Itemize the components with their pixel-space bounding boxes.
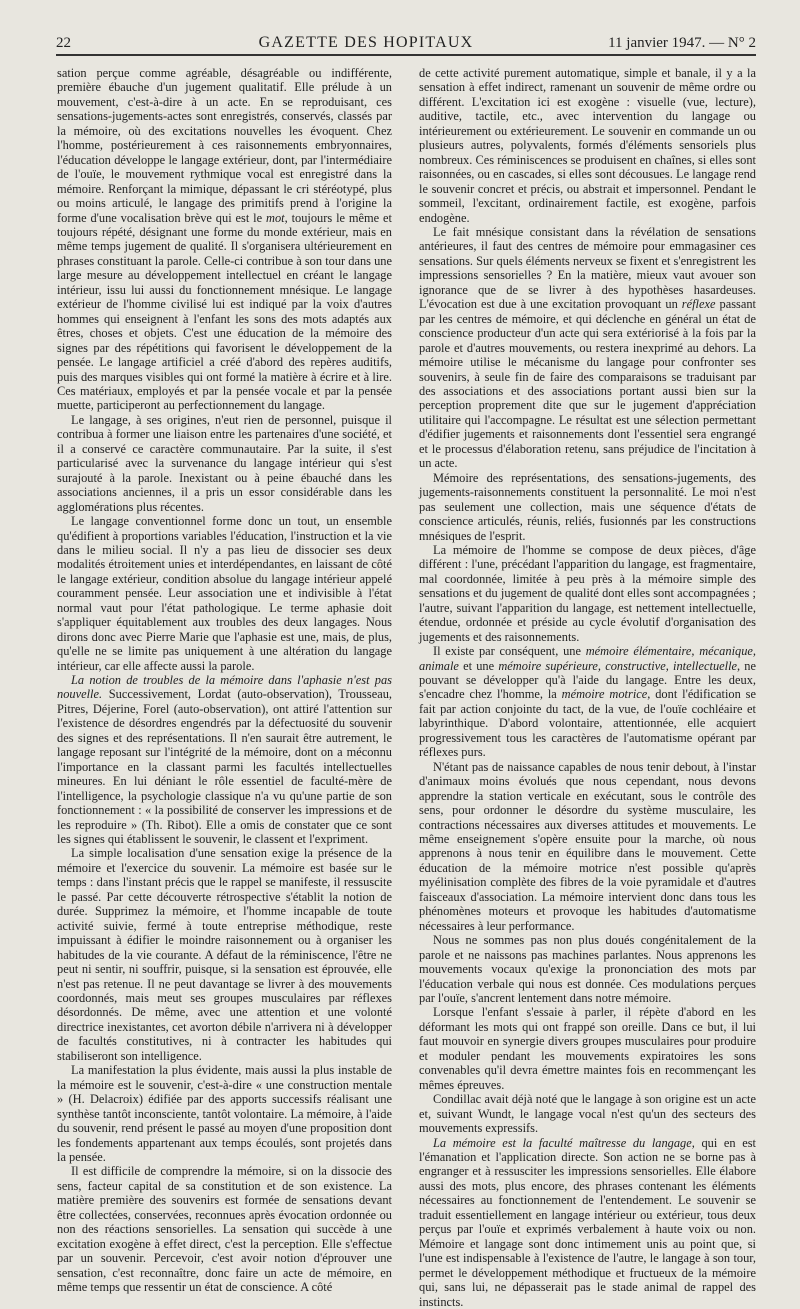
page-number: 22 — [56, 35, 71, 51]
journal-title: GAZETTE DES HOPITAUX — [258, 34, 474, 51]
paragraph: La simple localisation d'une sensation exige la présence de la mémoire et l'exercice du souvenir. La mémoire est basée sur le temps : dans l'instant précis que le rappel se manifeste, il ressuscite le passé. Par cette découverte rétrospective s'établit la notion de durée. Supprimez la mémoire, et l'homme incapable de toute activité suivie, fermé à toute entreprise méthodique, reste impuissant à édifier le moindre raisonnement ou à organiser les habitudes de la vie courante. A défaut de la réminiscence, l'être ne peut ni sentir, ni souffrir, puisque, si la sensation est éprouvée, elle n'est pas retenue. Il ne peut davantage se livrer à des mouvements coordonnés, mais meut ses groupes musculaires par réflexes désordonnés. De même, avec une attention et une volonté directrice inexistantes, cet avorton débile n'arrivera ni à développer de facultés constitutives, ni à contracter les habitudes qui stabiliseront son intelligence. — [57, 846, 392, 1063]
paragraph: Il existe par conséquent, une mémoire élémentaire, mécanique, animale et une mémoire supérieure, constructive, intellectuelle, ne pouvant se développer qu'à l'aide du langage. Entre les deux, s'encadre chez l'homme, la mémoire motrice, dont l'édification se fait par action conjointe du tact, de la vue, de l'ouïe cochléaire et labyrinthique. D'abord volontaire, attentionnée, elle acquiert progressivement tous les caractères de l'automatisme opérant par réflexes purs. — [419, 644, 757, 760]
paragraph: sation perçue comme agréable, désagréable ou indifférente, première ébauche d'un jugement qualitatif. Elle prélude à un mouvement, c'est-à-dire à un acte. En se reproduisant, ces sensations-jugements-actes sont enregistrés, conservés, classés par la mémoire, où des excitations nouvelles les évoquent. Chez l'homme, postérieurement à ces raisonnements embryonnaires, l'éducation développe le langage extérieur, dont, par l'intermédiaire de l'ouïe, le mouvement rythmique vocal est enregistré dans la mémoire. Renforçant la mimique, dépassant le cri stéréotypé, plus ou moins articulé, le langage des primitifs prend à l'origine la forme d'une vocalisation brève qui est le mot, toujours le même et toujours répété, désignant une forme du monde extérieur, mais en même temps jugement de qualité. Il s'organisera ultérieurement en phrases constituant la parole. Celle-ci contribue à son tour dans une large mesure au développement intellectuel en créant le langage intérieur, issu lui aussi du fonctionnement mnésique. Le langage extérieur de l'homme civilisé lui est indiqué par la voix d'autres hommes qui enseignent à l'enfant les sons des mots adaptés aux êtres, choses et objets. C'est une éducation de la mémoire des signes par des répétitions qui favorisent le développement de la pensée. Le langage artificiel a créé d'abord des repères auditifs, puis des marques visibles qui ont formé la matière à écrire et à lire. Ces matériaux, employés et par la pensée vocale et par la pensée muette, participeront au perfectionnement du langage. — [57, 66, 393, 413]
paragraph: Le langage conventionnel forme donc un tout, un ensemble qu'édifient à proportions variables l'éducation, l'instruction et la vie dans le milieu social. Il n'y a pas lieu de dissocier ses deux modalités étroitement unies et interdépendantes, en laissant de côté le langage extérieur, condition absolue du langage intérieur appelé couramment pensée. Leur association une et indivisible à l'état normal vaut pour l'état pathologique. Le terme aphasie doit s'appliquer équitablement aux troubles des deux langages. Nous dirons donc avec Pierre Marie que l'aphasie est une, mais, de plus, qu'elle ne se limite pas uniquement à une altération du langage intérieur, car elle affecte aussi la parole. — [57, 514, 392, 673]
paragraph: La notion de troubles de la mémoire dans l'aphasie n'est pas nouvelle. Successivement, Lordat (auto-observation), Trousseau, Pitres, Déjerine, Forel (auto-observation), ont attiré l'attention sur l'existence de désordres engendrés par la défectuosité du souvenir des signes et des représentations. Il n'en saurait être autrement, le langage reposant sur l'intégrité de la mémoire, dont on a méconnu l'importance en la classant parmi les facultés intellectuelles mineures. En lui déniant le rôle essentiel de faculté-mère de l'intelligence, la psychologie classique n'a vu qu'une partie de son fonctionnement : « la possibilité de conserver les impressions et de les reproduire » (Th. Ribot). Elle a omis de constater que ce sont les signes qui établissent le souvenir, le classent et l'expriment. — [57, 673, 392, 847]
paragraph: de cette activité purement automatique, simple et banale, il y a la sensation à effet indirect, ramenant un souvenir de même ordre ou différent. L'excitation ici est exogène : visuelle (vue, lecture), auditive, tactile, etc., avec intervention du langage ou intérieurement ou extérieurement. Le souvenir en commande un ou plusieurs autres, polyvalents, formés d'éléments sensoriels plus nombreux. Ces réminiscences se produisent en chaînes, si elles sont raisonnées, ou en cascades, si elles sont décousues. Le langage rend le souvenir concret et précis, ou abstrait et impersonnel. Pendant le sommeil, l'excitant, ordinairement factile, est exogène, parfois endogène. — [419, 66, 756, 225]
paragraph: Mémoire des représentations, des sensations-jugements, des jugements-raisonnements constituent la personnalité. Le moi n'est pas seulement une collection, mais une séquence d'états de conscience articulés, réunis, reliés, fusionnés par les constructions mnésiques de l'esprit. — [419, 470, 756, 543]
paragraph: Le fait mnésique consistant dans la révélation de sensations antérieures, il faut des centres de mémoire pour emmagasiner ces sensations. Sur quels éléments nerveux se fixent et s'enregistrent les impressions sensorielles ? En la matière, mieux vaut avouer son ignorance que de se livrer à des hypothèses hasardeuses. L'évocation est due à une excitation provoquant un réflexe passant par les centres de mémoire, et qui déclenche en général un état de conscience producteur d'un acte qui sera extériorisé à la fois par la parole et d'autres mouvements, ou restera inexprimé au dehors. La mémoire utilise le mécanisme du langage pour confronter ses souvenirs, à seule fin de faire des comparaisons se traduisant par des associations et des associations portant aussi bien sur la perception proprement dite que sur le jugement d'appréciation utilitaire qui l'accompagne. Le résultat est une sélection permettant d'édifier jugements et raisonnements dont l'essentiel sera engrangé et le processus d'élaboration retenu, sans préjudice de l'incitation à un acte. — [419, 224, 757, 471]
paragraph: Condillac avait déjà noté que le langage à son origine est un acte et, suivant Wundt, le langage vocal n'est qu'un des secteurs des mouvements expressifs. — [419, 1092, 756, 1136]
header-rule — [56, 54, 756, 56]
right-column — [419, 66, 757, 1309]
paragraph: La mémoire de l'homme se compose de deux pièces, d'âge différent : l'une, précédant l'apparition du langage, est fragmentaire, mal coordonnée, limitée à peu près à la mémoire simple des sensations et du jugement de qualité dont elles sont accompagnées ; l'autre, suivant l'apparition du langage, est nettement intellectuelle, étendue, ordonnée et préside au cycle évolutif d'organisation des jugements et des raisonnements. — [419, 542, 756, 644]
paragraph: Lorsque l'enfant s'essaie à parler, il répète d'abord en les déformant les mots qui ont frappé son oreille. Dans ce but, il lui faut mouvoir en synergie divers groupes musculaires pour produire et moduler pendant les mouvements expiratoires les sons convenables qu'il devra émettre maintes fois en recommençant les mêmes épreuves. — [419, 1005, 756, 1092]
paragraph: Il est difficile de comprendre la mémoire, si on la dissocie des sens, facteur capital de sa constitution et de son existence. La matière première des souvenirs est formée de sensations devant être collectées, conservées, reconnues après évocation ordonnée ou non des réactions sensorielles. La sensation qui succède à une excitation exogène à effet direct, c'est la perception. Elle s'effectue par un souvenir. Percevoir, c'est avoir notion d'éprouver une sensation, c'est reconnaître, donc faire un acte de mémoire, en même temps que ressentir un état de conscience. A côté — [57, 1164, 392, 1295]
issue-date: 11 janvier 1947. — N° 2 — [608, 35, 756, 51]
paragraph: Nous ne sommes pas non plus doués congénitalement de la parole et ne naissons pas machines parlantes. Nous apprenons les mouvements vocaux qu'exige la prononciation des mots par l'éducation verbale qui nous est donnée. Ces modulations perçues par l'ouïe, s'ancrent lentement dans notre mémoire. — [419, 933, 756, 1005]
paragraph: La manifestation la plus évidente, mais aussi la plus instable de la mémoire est le souvenir, c'est-à-dire « une construction mentale » (H. Delacroix) édifiée par des apports successifs réalisant une synthèse tantôt inconsciente, tantôt volontaire. La mémoire, à l'aide du souvenir, rend présent le passé au moyen d'une proposition dont les fondements appartenant aux temps écoulés, sont projetés dans la pensée. — [57, 1063, 392, 1164]
paragraph: Le langage, à ses origines, n'eut rien de personnel, puisque il contribua à former une liaison entre les partenaires d'une société, et il a conservé ce caractère communautaire. Par la suite, il s'est particularisé avec la survenance du langage intérieur qui s'est surajouté à la parole. Inexistant ou à peine ébauché dans les associations anciennes, il a pris un essor considérable dans les agglomérations plus récentes. — [57, 412, 392, 514]
left-column — [57, 66, 393, 1295]
page-header — [56, 22, 756, 52]
paragraph: La mémoire est la faculté maîtresse du langage, qui en est l'émanation et l'application directe. Son action ne se borne pas à engranger et à ressusciter les impressions sensorielles. Elle élabore aussi des mots, plus encore, des phrases contenant les éléments nécessaires au fonctionnement de l'entendement. Le souvenir se traduit essentiellement en langage intérieur ou extérieur, tous deux perçus par l'ouïe et exprimés verbalement à haute voix ou non. Mémoire et langage sont donc intimement unis au point que, si l'une est indispensable à l'existence de l'autre, le langage à son tour, permet le développement méthodique et fructueux de la mémoire qui, sans lui, ne dépasserait pas le stade animal de rappel des instincts. — [419, 1135, 756, 1309]
paragraph: N'étant pas de naissance capables de nous tenir debout, à l'instar d'animaux moins évolués que nous cependant, nous devons apprendre la station verticale en exécutant, sous le contrôle des sens, pour ordonner le désordre du système musculaire, les contractions nécessaires aux diverses attitudes et mouvements. Le même enseignement s'opère ensuite pour la marche, où nous apprenons à nous tenir en équilibre dans le mouvement. Cette éducation de la mémoire motrice n'est possible qu'après myélinisation complète des fibres de la voie pyramidale et d'autres faisceaux d'association. La mémoire intervient donc dans tous les phénomènes moteurs et provoque les habitudes d'automatisme nécessaires à leur performance. — [419, 759, 756, 933]
